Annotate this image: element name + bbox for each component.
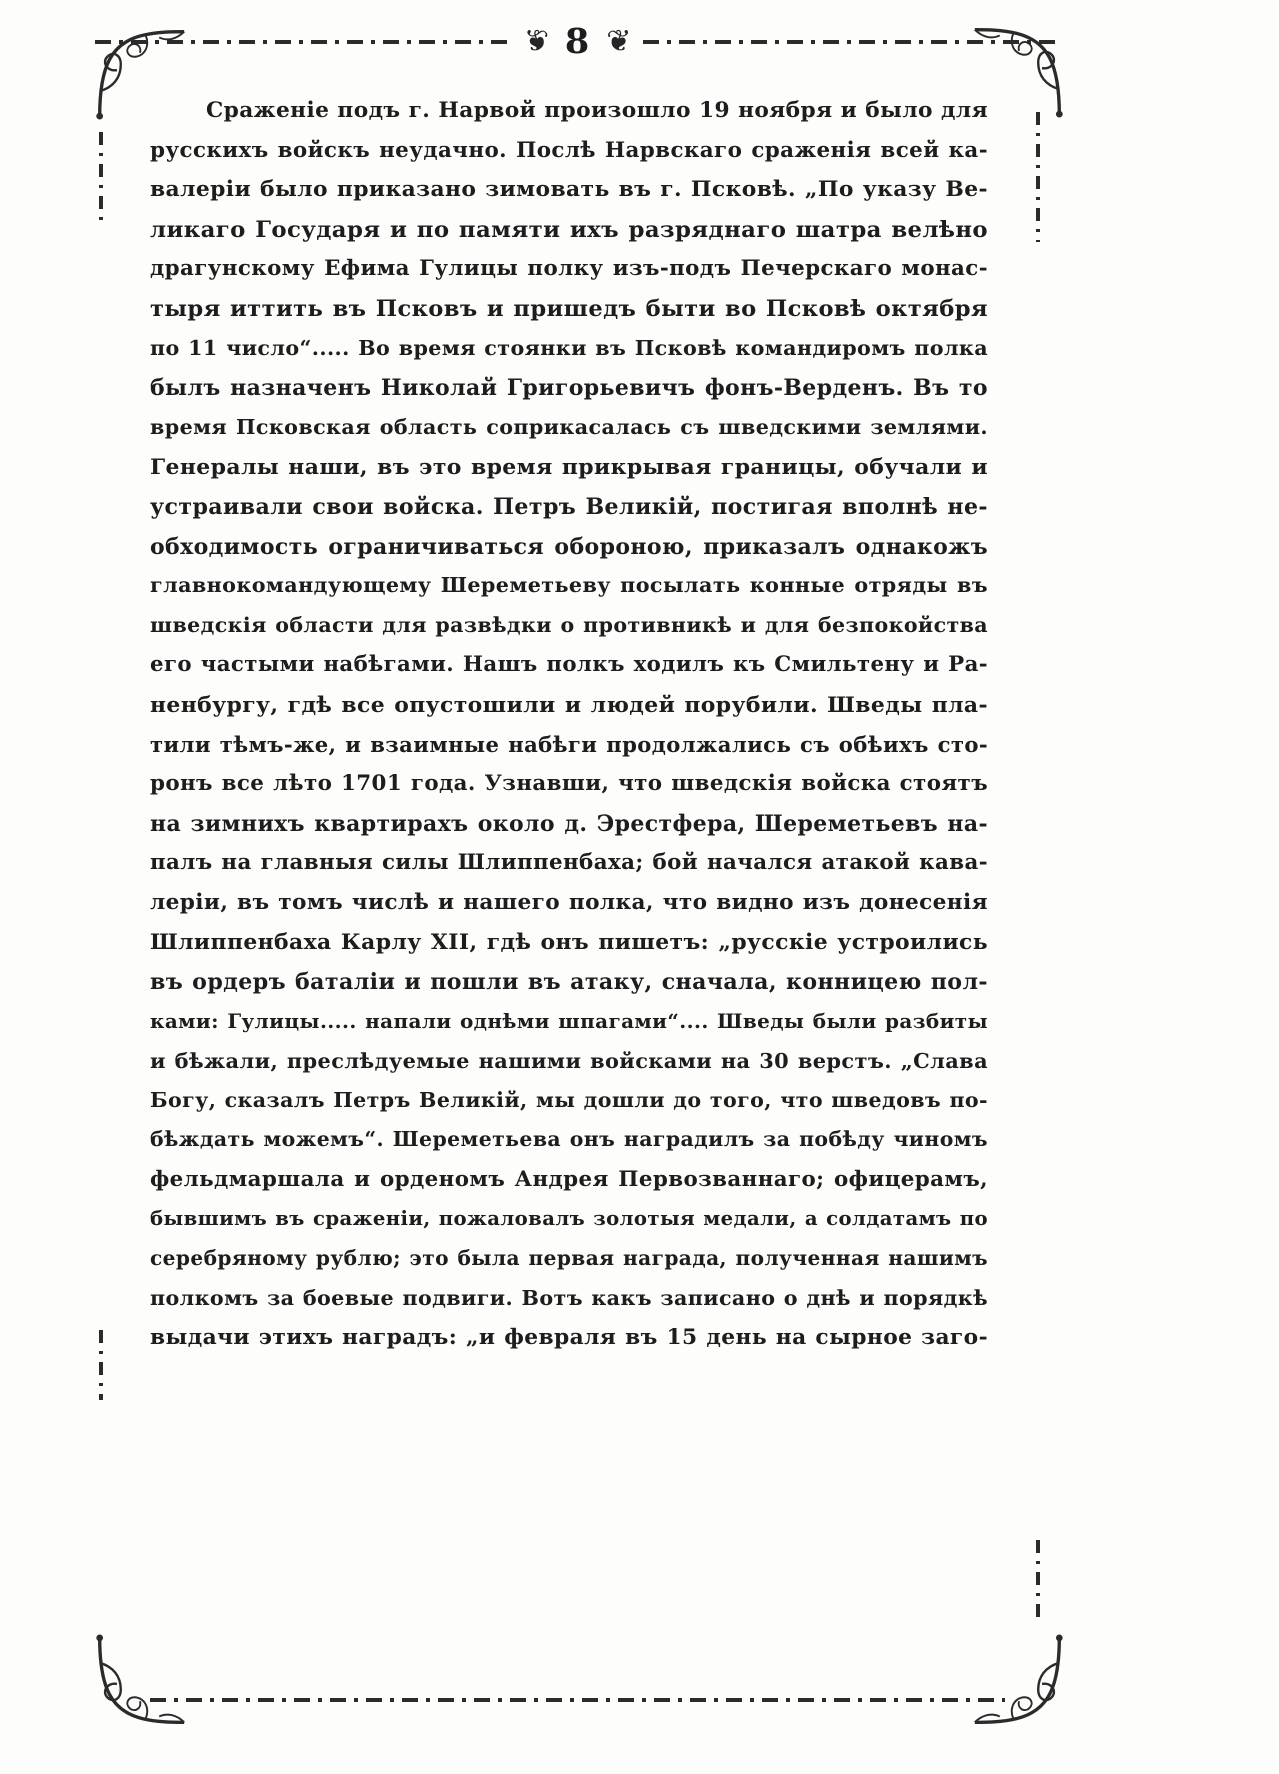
text-line: былъ назначенъ Николай Григорьевичъ фонъ-Верденъ. Въ то — [150, 375, 988, 402]
text-line: драгунскому Ефима Гулицы полку изъ-подъ Печерскаго монас- — [150, 256, 988, 282]
text-line: русскихъ войскъ неудачно. Послѣ Нарвскаго сраженія всей ка- — [150, 137, 988, 163]
text-line: бѣждать можемъ“. Шереметьева онъ наградилъ за побѣду чиномъ — [150, 1127, 988, 1152]
text-line: леріи, въ томъ числѣ и нашего полка, что видно изъ донесенія — [150, 889, 988, 915]
margin-rule-right-bottom — [1036, 1540, 1040, 1620]
margin-rule-left-top — [99, 132, 103, 222]
footer-rule — [150, 1698, 1005, 1702]
text-line: шведскія области для развѣдки о противникѣ и для безпокойства — [150, 612, 988, 637]
text-line: и бѣжали, преслѣдуемые нашими войсками на 30 верстъ. „Слава — [150, 1048, 988, 1074]
text-line: время Псковская область соприкасалась съ шведскими землями. — [150, 414, 988, 439]
text-line: серебряному рублю; это была первая награда, полученная нашимъ — [150, 1246, 988, 1271]
text-line: выдачи этихъ наградъ: „и февраля въ 15 день на сырное заго- — [150, 1325, 988, 1351]
text-line: въ ордеръ баталіи и пошли въ атаку, сначала, конницею пол- — [150, 969, 988, 996]
margin-rule-left-bottom — [99, 1330, 103, 1400]
text-line: Сраженіе подъ г. Нарвой произошло 19 ноября и было для — [206, 98, 988, 123]
text-line: главнокомандующему Шереметьеву посылать конные отряды въ — [150, 573, 988, 598]
text-line: устраивали свои войска. Петръ Великій, постигая вполнѣ не- — [150, 493, 988, 520]
text-line: Шлиппенбаха Карлу XII, гдѣ онъ пишетъ: „русскіе устроились — [150, 929, 988, 956]
text-line: обходимость ограничиваться обороною, приказалъ однакожъ — [150, 533, 988, 560]
corner-ornament-bottom-right-icon — [971, 1634, 1067, 1730]
text-line: ненбургу, гдѣ все опустошили и людей порубили. Шведы пла- — [150, 691, 988, 718]
page-number: 8 — [564, 21, 591, 62]
text-line: Генералы наши, въ это время прикрывая границы, обучали и — [150, 454, 988, 481]
text-line: Богу, сказалъ Петръ Великій, мы дошли до того, что шведовъ по- — [150, 1087, 988, 1112]
page-footer — [150, 1698, 1005, 1702]
margin-rule-right-top — [1036, 112, 1040, 242]
text-line: ками: Гулицы..... напали однѣми шпагами“.... Шведы были разбиты — [150, 1008, 988, 1033]
text-line: его частыми набѣгами. Нашъ полкъ ходилъ къ Смильтену и Ра- — [150, 652, 988, 678]
document-text — [150, 98, 988, 1365]
text-line: по 11 число“..... Во время стоянки въ Псковѣ командиромъ полка — [150, 335, 988, 360]
text-line: на зимнихъ квартирахъ около д. Эрестфера, Шереметьевъ на- — [150, 810, 988, 837]
text-line: полкомъ за боевые подвиги. Вотъ какъ записано о днѣ и порядкѣ — [150, 1285, 988, 1310]
page-header — [95, 21, 1060, 62]
corner-ornament-bottom-left-icon — [92, 1634, 188, 1730]
header-flourish-right-icon: ❦ — [606, 23, 632, 59]
header-flourish-left-icon: ❦ — [523, 23, 549, 59]
text-line: тыря иттить въ Псковъ и пришедъ быти во Псковѣ октября — [150, 295, 988, 322]
text-line: бывшимъ въ сраженіи, пожаловалъ золотыя медали, а солдатамъ по — [150, 1206, 988, 1230]
text-line: тили тѣмъ-же, и взаимные набѣги продолжались съ обѣихъ сто- — [150, 731, 988, 757]
text-line: палъ на главныя силы Шлиппенбаха; бой начался атакой кава- — [150, 850, 988, 876]
text-line: фельдмаршала и орденомъ Андрея Первозваннаго; офицерамъ, — [150, 1167, 988, 1193]
text-line: ронъ все лѣто 1701 года. Узнавши, что шведскія войска стоятъ — [150, 771, 988, 797]
text-line: ликаго Государя и по памяти ихъ разряднаго шатра велѣно — [150, 216, 988, 243]
text-line: валеріи было приказано зимовать въ г. Псковѣ. „По указу Ве- — [150, 177, 988, 203]
